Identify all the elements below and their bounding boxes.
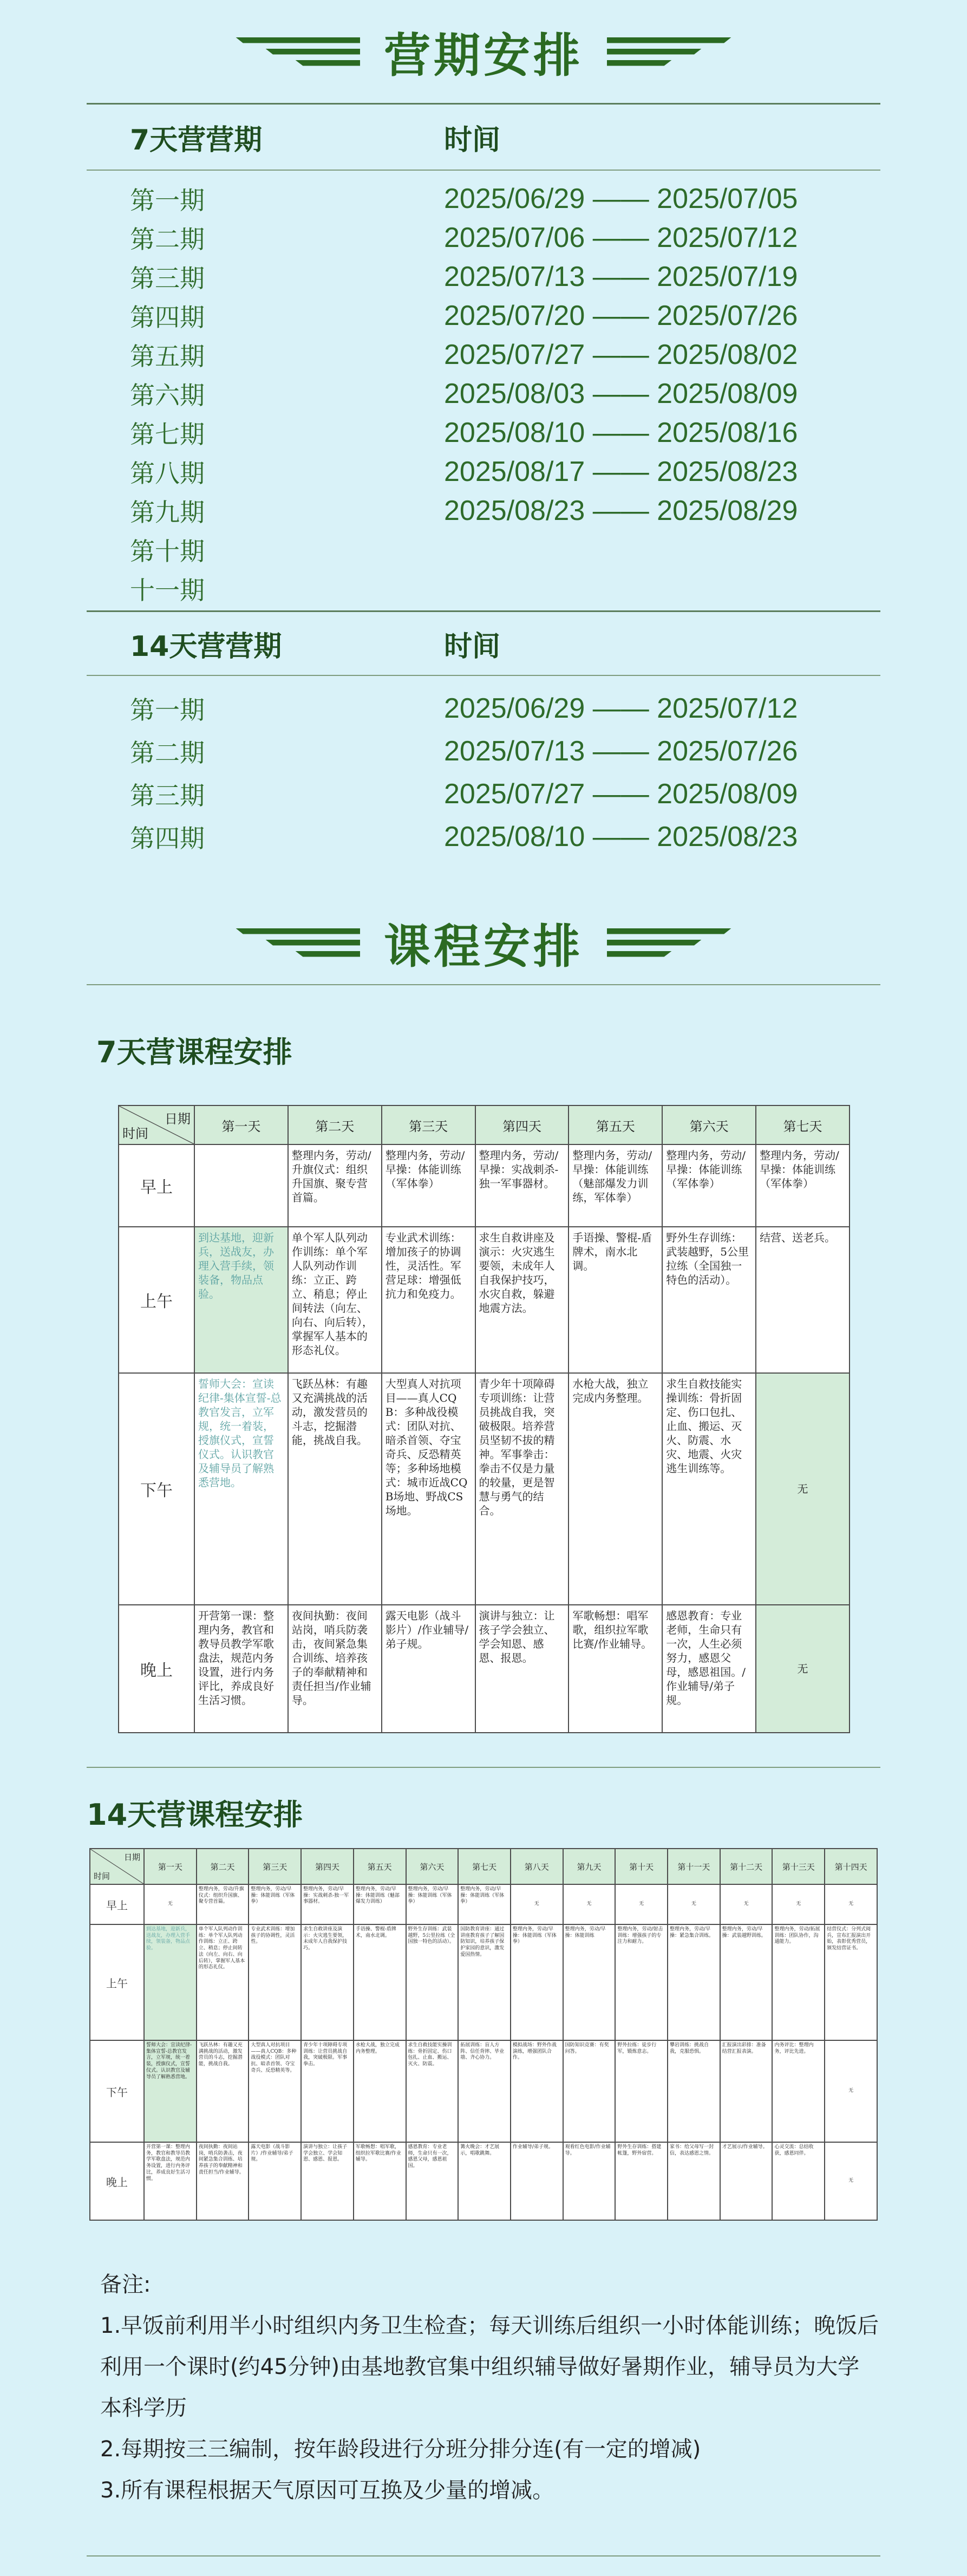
cell-text: 整理内务，劳动/早操：体能训练（魅部爆发力训练） xyxy=(355,1887,400,1905)
cell-text: 无 xyxy=(167,1901,173,1907)
cell-text: 整理内务，劳动/早操：体能训练（军体拳） xyxy=(385,1149,465,1190)
schedule-cell xyxy=(662,1373,756,1605)
course-section xyxy=(87,907,880,985)
schedule-cell xyxy=(354,2040,406,2142)
day-header: 第七天 xyxy=(756,1105,850,1144)
cell-text: 无 xyxy=(797,1662,808,1675)
cell-text: 飞跃丛林：有趣又充满挑战的活动，激发营员的斗志，挖掘潜能，挑战自我。 xyxy=(291,1377,368,1447)
cell-text: 到达基地，迎新兵，送战友，办理入营手续，领装备，物品点验。 xyxy=(146,1927,191,1951)
schedule-cell xyxy=(668,2040,720,2142)
day-header: 第二天 xyxy=(288,1105,382,1144)
period-name: 第七期 xyxy=(130,420,205,449)
schedule-row xyxy=(90,1924,877,2040)
schedule-cell xyxy=(825,1884,877,1924)
schedule-cell xyxy=(144,2142,197,2220)
cell-text: 无 xyxy=(848,1901,854,1907)
schedule-cell xyxy=(563,2142,616,2220)
schedule-cell xyxy=(662,1605,756,1733)
schedule-cell xyxy=(720,2142,773,2220)
schedule-cell xyxy=(144,1924,197,2040)
fourteen-day-schedule-table xyxy=(89,1848,878,2221)
divider xyxy=(87,2555,880,2557)
day-header: 第十一天 xyxy=(668,1849,720,1884)
period-label: 上午 xyxy=(119,1227,194,1373)
corner-cell xyxy=(90,1849,144,1884)
camp-section xyxy=(87,16,880,87)
cell-text: 求生自救技能实操训练：骨折固定、伤口包扎、止血、搬运、灭火、防震、水灾、地震、火灾逃生训练等。 xyxy=(666,1377,742,1475)
cell-text: 无 xyxy=(639,1901,644,1907)
period-name: 第五期 xyxy=(130,342,205,371)
period-rows xyxy=(87,171,880,608)
header-time: 时间 xyxy=(444,123,501,157)
period-name: 第八期 xyxy=(130,459,205,488)
schedule-row xyxy=(119,1605,850,1733)
schedule-cell xyxy=(511,1884,563,1924)
cell-text: 整理内务，劳动/拓展训练：团队协作，沟通能力。 xyxy=(774,1927,820,1945)
cell-text: 专业武术训练：增加孩子的协调性，灵活性。军营足球：增强低抗力和免疫力。 xyxy=(385,1231,461,1300)
cell-text: 整理内务，劳动/早操：体能训练（军体拳） xyxy=(666,1149,746,1190)
schedule-cell xyxy=(458,2142,511,2220)
schedule-row xyxy=(90,2040,877,2142)
schedule-cell xyxy=(194,1227,288,1373)
schedule-cell xyxy=(288,1227,382,1373)
schedule-row xyxy=(119,1144,850,1227)
schedule-cell xyxy=(197,1884,249,1924)
title-decoration-left xyxy=(236,928,360,957)
cell-text: 篝火晚会：才艺展示，唱歌跳舞。 xyxy=(460,2144,500,2156)
cell-text: 野外拉练：徒步行军，锻炼意志。 xyxy=(617,2042,657,2054)
cell-text: 求生自救讲座及演示：火灾逃生要领，未成年人自我保护技巧，水灾自救，躲避地震方法。 xyxy=(479,1231,555,1315)
cell-text: 演讲与独立：让孩子学会独立、学会知恩、感恩、报恩。 xyxy=(303,2144,348,2163)
camp-section-header xyxy=(87,16,880,87)
cell-text: 整理内务，劳动/早操：体能训练（军体拳） xyxy=(408,1887,452,1905)
schedule-cell xyxy=(475,1605,569,1733)
cell-text: 开营第一课：整理内务，教官和教导员教学军歌盘法，规范内务设置，进行内务评比，养成良好生活习惯。 xyxy=(146,2144,191,2182)
period-dates: 2025/07/20 —— 2025/07/26 xyxy=(444,300,798,331)
cell-text: 才艺展示/作业辅导。 xyxy=(722,2144,768,2150)
cell-text: 观看红色电影/作业辅导。 xyxy=(565,2144,611,2156)
schedule-cell xyxy=(475,1227,569,1373)
schedule-cell xyxy=(615,1924,668,2040)
period-name: 第六期 xyxy=(130,381,205,410)
cell-text: 野外生存训练：武装越野，5公里拉练（全国独一特色的活动）。 xyxy=(408,1927,455,1945)
cell-text: 模拟战场：野外作战演练，增强团队合作。 xyxy=(512,2042,557,2061)
schedule-cell xyxy=(301,2142,354,2220)
schedule-cell xyxy=(756,1144,850,1227)
cell-text: 感恩教育：专业老师，生命只有一次，人生必须努力，感恩父母，感恩祖国。/作业辅导/弟子规。 xyxy=(666,1609,746,1707)
schedule-cell xyxy=(825,2142,877,2220)
schedule-row xyxy=(90,1884,877,1924)
schedule-cell xyxy=(825,2040,877,2142)
schedule-cell xyxy=(288,1144,382,1227)
schedule-cell xyxy=(382,1373,475,1605)
cell-text: 夜间执勤：夜间站岗，哨兵防袭击，夜间紧急集合训练、培养孩子的奉献精神和责任担当/作业辅导。 xyxy=(291,1609,371,1707)
schedule-cell xyxy=(475,1373,569,1605)
day-header: 第一天 xyxy=(144,1849,197,1884)
cell-text: 整理内务，劳动/早操：体能训练（军体拳） xyxy=(512,1927,557,1945)
period-dates: 2025/07/27 —— 2025/08/02 xyxy=(444,339,798,370)
cell-text: 无 xyxy=(743,1901,749,1907)
cell-text: 野外生存训练：搭建帐篷，野外宿营。 xyxy=(617,2144,662,2156)
schedule-header-row xyxy=(119,1105,850,1144)
schedule-cell xyxy=(301,2040,354,2142)
note-item: 2.每期按三三编制，按年龄段进行分班分排分连(有一定的增减) xyxy=(100,2437,701,2462)
schedule-cell xyxy=(194,1373,288,1605)
day-header: 第三天 xyxy=(382,1105,475,1144)
schedule-cell xyxy=(662,1144,756,1227)
corner-date-label: 日期 xyxy=(123,1852,140,1862)
schedule-cell xyxy=(458,1924,511,2040)
cell-text: 军歌畅想：唱军歌，组织拉军歌比赛/作业辅导。 xyxy=(355,2144,401,2163)
day-header: 第十三天 xyxy=(772,1849,825,1884)
period-row xyxy=(87,772,880,815)
period-label: 上午 xyxy=(90,1924,144,2040)
cell-text: 单个军人队列动作训练：单个军人队列动作训练：立正、跨立、稍息；停止间转法（向左、向右、向后转），掌握军人基本的形态礼仪。 xyxy=(291,1231,373,1357)
day-header: 第六天 xyxy=(406,1849,459,1884)
schedule-cell xyxy=(615,2040,668,2142)
cell-text: 到达基地，迎新兵，送战友，办理入营手续，领装备，物品点验。 xyxy=(198,1231,274,1300)
period-name: 第十期 xyxy=(130,537,205,566)
cell-text: 专业武术训练：增加孩子的协调性，灵活性。 xyxy=(251,1927,295,1945)
header-period: 7天营营期 xyxy=(130,123,263,157)
period-dates: 2025/08/10 —— 2025/08/16 xyxy=(444,417,798,448)
cell-text: 露天电影（战斗影片）/作业辅导/弟子规。 xyxy=(251,2144,293,2163)
period-label: 下午 xyxy=(119,1373,194,1605)
cell-text: 无 xyxy=(691,1901,696,1907)
schedule-cell xyxy=(354,1884,406,1924)
period-name: 第九期 xyxy=(130,498,205,527)
schedule-cell xyxy=(511,2142,563,2220)
day-header: 第九天 xyxy=(563,1849,616,1884)
cell-text: 求生自救讲座及演示：火灾逃生要领，未成年人自我保护技巧。 xyxy=(303,1927,348,1951)
schedule-cell xyxy=(511,1924,563,2040)
schedule-cell xyxy=(249,1884,301,1924)
schedule-cell xyxy=(458,1884,511,1924)
period-row xyxy=(87,413,880,452)
notes xyxy=(100,2264,880,2511)
cell-text: 青少年十项障碍专项训练：让营员挑战自我，突破极限。军事拳击。 xyxy=(303,2042,348,2067)
cell-text: 野外生存训练：武装越野，5公里拉练（全国独一特色的活动）。 xyxy=(666,1231,749,1286)
schedule-cell xyxy=(569,1227,662,1373)
schedule-cell xyxy=(475,1144,569,1227)
schedule-row xyxy=(90,2142,877,2220)
cell-text: 手语操、警棍-盾牌术，南水北调。 xyxy=(572,1231,652,1272)
cell-text: 感恩教育：专业老师，生命只有一次，感恩父母，感恩祖国。 xyxy=(408,2144,452,2169)
schedule-cell xyxy=(197,2142,249,2220)
cell-text: 军歌畅想：唱军歌，组织拉军歌比赛/作业辅导。 xyxy=(572,1609,652,1650)
period-name: 第二期 xyxy=(130,225,205,254)
schedule-cell xyxy=(511,2040,563,2142)
period-row xyxy=(87,815,880,858)
schedule-cell xyxy=(382,1605,475,1733)
period-name: 第一期 xyxy=(130,695,205,725)
schedule-cell xyxy=(668,2142,720,2220)
cell-text: 大型真人对抗项目——真人CQB：多种战役模式：团队对抗、暗杀首领、夺宝奇兵、反恐精英等；多种场地模式：城市近战CQB场地、野战CS场地。 xyxy=(385,1377,468,1517)
period-row xyxy=(87,687,880,730)
cell-text: 作业辅导/弟子规。 xyxy=(512,2144,553,2150)
cell-text: 大型真人对抗项目——真人CQB：多种战役模式：团队对抗、暗杀首领、夺宝奇兵、反恐精英等。 xyxy=(251,2042,297,2073)
camp-section-title: 营期安排 xyxy=(384,29,583,83)
cell-text: 青少年十项障碍专项训练：让营员挑战自我，突破极限。培养营员坚韧不拔的精神。军事拳击：拳击不仅是力量的较量，更是智慧与勇气的结合。 xyxy=(479,1377,555,1517)
corner-date-label: 日期 xyxy=(165,1111,191,1127)
cell-text: 整理内务，劳动/早操：体能训练（军体拳） xyxy=(760,1149,839,1190)
period-name: 第三期 xyxy=(130,264,205,293)
title-decoration-right xyxy=(607,928,731,957)
schedule-header-row xyxy=(90,1849,877,1884)
cell-text: 求生自救技能实操训练：骨折固定、伤口包扎、止血、搬运、灭火、防震。 xyxy=(408,2042,452,2067)
period-row xyxy=(87,730,880,772)
schedule-cell xyxy=(772,1884,825,1924)
schedule-cell xyxy=(563,1884,616,1924)
schedule-cell xyxy=(720,2040,773,2142)
period-row xyxy=(87,374,880,413)
cell-text: 开营第一课：整理内务，教官和教导员教学军歌盘法，规范内务设置，进行内务评比，养成良好生活习惯。 xyxy=(198,1609,274,1707)
cell-text: 拓展训练：盲人方阵、信任背摔、毕业墙、齐心协力。 xyxy=(460,2042,505,2061)
subtitle: 14天营课程安排 xyxy=(87,1798,303,1832)
schedule-cell xyxy=(825,1924,877,2040)
schedule-cell xyxy=(382,1144,475,1227)
period-label: 下午 xyxy=(90,2040,144,2142)
day-header: 第一天 xyxy=(194,1105,288,1144)
table-header xyxy=(87,612,880,675)
schedule-cell xyxy=(406,1924,459,2040)
corner-time-label: 时间 xyxy=(94,1871,110,1881)
cell-text: 无 xyxy=(534,1901,539,1907)
note-item: 1.早饭前利用半小时组织内务卫生检查；每天训练后组织一小时体能训练；晚饭后利用一个课时(约45分钟)由基地教官集中组织辅导做好暑期作业，辅导员为大学本科学历 xyxy=(100,2313,879,2421)
day-header: 第二天 xyxy=(197,1849,249,1884)
schedule-cell xyxy=(615,2142,668,2220)
day-header: 第七天 xyxy=(458,1849,511,1884)
cell-text: 家书：给父母写一封信，表达感恩之情。 xyxy=(670,2144,714,2156)
schedule-cell xyxy=(249,2142,301,2220)
day-header: 第四天 xyxy=(301,1849,354,1884)
schedule-cell xyxy=(406,2040,459,2142)
day-header: 第六天 xyxy=(662,1105,756,1144)
cell-text: 整理内务，劳动/升旗仪式：组织升国旗、聚专营首篇。 xyxy=(291,1149,371,1204)
day-header: 第五天 xyxy=(354,1849,406,1884)
cell-text: 汇报演出彩排：准备结营汇报表演。 xyxy=(722,2042,766,2054)
schedule-cell xyxy=(772,2142,825,2220)
day-header: 第十四天 xyxy=(825,1849,877,1884)
cell-text: 整理内务，劳动/早操：紧急集合训练。 xyxy=(670,1927,714,1938)
cell-text: 无 xyxy=(586,1901,592,1907)
cell-text: 夜间执勤：夜间站岗，哨兵防袭击，夜间紧急集合训练、培养孩子的奉献精神和责任担当/作业辅导。 xyxy=(198,2144,244,2175)
schedule-cell xyxy=(569,1605,662,1733)
schedule-cell xyxy=(197,2040,249,2142)
title-decoration-right xyxy=(607,37,731,66)
schedule-cell xyxy=(249,2040,301,2142)
corner-cell xyxy=(119,1105,194,1144)
day-header: 第十二天 xyxy=(720,1849,773,1884)
cell-text: 无 xyxy=(797,1482,808,1495)
period-name: 第一期 xyxy=(130,186,205,215)
schedule-cell xyxy=(194,1144,288,1227)
note-item: 3.所有课程根据天气原因可互换及少量的增减。 xyxy=(100,2478,554,2503)
period-label: 晚上 xyxy=(119,1605,194,1733)
subtitle: 7天营课程安排 xyxy=(96,1035,292,1069)
divider-wrap xyxy=(87,1767,880,1768)
period-name: 第三期 xyxy=(130,780,205,810)
period-label: 早上 xyxy=(90,1884,144,1924)
period-dates: 2025/07/06 —— 2025/07/12 xyxy=(444,222,798,253)
period-dates: 2025/08/17 —— 2025/08/23 xyxy=(444,456,798,487)
period-name: 第四期 xyxy=(130,303,205,332)
schedule-cell xyxy=(406,1884,459,1924)
period-row xyxy=(87,296,880,335)
seven-day-period-table xyxy=(87,103,880,858)
divider-wrap xyxy=(87,2555,880,2557)
cell-text: 结营、送老兵。 xyxy=(760,1231,836,1244)
schedule-cell xyxy=(772,2040,825,2142)
cell-text: 心灵交流：总结收获，感恩同伴。 xyxy=(774,2144,814,2156)
period-row xyxy=(87,569,880,608)
period-row xyxy=(87,530,880,569)
corner-time-label: 时间 xyxy=(122,1126,148,1141)
schedule-cell xyxy=(382,1227,475,1373)
cell-text: 整理内务，劳动/升旗仪式：组织升国旗、聚专营首篇。 xyxy=(198,1887,244,1905)
cell-text: 誓师大会：宣读纪律-集体宣誓-总教官发言，立军规，统一着装，授旗仪式，宣誓仪式。认识教官及辅导员了解熟悉营地。 xyxy=(198,1377,282,1489)
day-header: 第五天 xyxy=(569,1105,662,1144)
schedule-cell xyxy=(406,2142,459,2220)
period-dates: 2025/08/23 —— 2025/08/29 xyxy=(444,495,798,526)
header-period: 14天营营期 xyxy=(130,630,282,663)
period-name: 十一期 xyxy=(130,576,205,605)
schedule-cell xyxy=(720,1884,773,1924)
period-row xyxy=(87,491,880,530)
cell-text: 演讲与独立：让孩子学会独立、学会知恩、感恩、报恩。 xyxy=(479,1609,555,1664)
cell-text: 结营仪式：分列式阅兵，宣布汇报演出开始，表彰优秀营员，颁发结营证书。 xyxy=(827,1927,871,1951)
cell-text: 手语操、警棍-盾牌术，南水北调。 xyxy=(355,1927,396,1938)
schedule-cell xyxy=(354,2142,406,2220)
cell-text: 整理内务，劳动/早操：实战刺杀-独一军事器材。 xyxy=(303,1887,349,1905)
day-header: 第三天 xyxy=(249,1849,301,1884)
cell-text: 誓师大会：宣读纪律-集体宣誓-总教官发言，立军规，统一着装，授旗仪式，宣誓仪式。认识教官及辅导员了解熟悉营地。 xyxy=(146,2042,192,2080)
header-time: 时间 xyxy=(444,630,501,663)
seven-day-schedule-table xyxy=(118,1105,850,1733)
period-dates: 2025/08/10 —— 2025/08/23 xyxy=(444,821,798,853)
period-row xyxy=(87,257,880,296)
cell-text: 整理内务，劳动/早操：实战刺杀-独一军事器材。 xyxy=(479,1149,559,1190)
period-dates: 2025/06/29 —— 2025/07/05 xyxy=(444,183,798,214)
schedule-cell xyxy=(756,1373,850,1605)
cell-text: 飞跃丛林：有趣又充满挑战的活动，激发营员的斗志，挖掘潜能，挑战自我。 xyxy=(198,2042,243,2067)
schedule-row xyxy=(119,1227,850,1373)
seven-day-course-subtitle xyxy=(96,1029,890,1071)
divider xyxy=(87,984,880,985)
period-dates: 2025/08/03 —— 2025/08/09 xyxy=(444,378,798,409)
cell-text: 整理内务，劳动/早操：体能训练（军体拳） xyxy=(460,1887,505,1905)
day-header: 第八天 xyxy=(511,1849,563,1884)
cell-text: 国防教育讲座：通过讲座教育孩子了解国防知识，培养孩子保护家园的意识，激发爱国热情。 xyxy=(460,1927,505,1957)
schedule-cell xyxy=(569,1373,662,1605)
schedule-cell xyxy=(662,1227,756,1373)
title-decoration-left xyxy=(236,37,360,66)
cell-text: 整理内务，劳动/早操：体能训练（魅部爆发力训练，军体拳） xyxy=(572,1149,652,1204)
period-rows xyxy=(87,676,880,858)
table-header xyxy=(87,105,880,170)
cell-text: 无 xyxy=(848,2088,854,2094)
schedule-cell xyxy=(144,2040,197,2142)
schedule-cell xyxy=(563,1924,616,2040)
cell-text: 整理内务，劳动/早操：体能训练（军体拳） xyxy=(251,1887,295,1905)
notes-title: 备注: xyxy=(100,2272,151,2297)
cell-text: 无 xyxy=(848,2178,854,2184)
cell-text: 单个军人队列动作训练：单个军人队列动作训练：立正、跨立、稍息；停止间转法（向左、向右、向后转），掌握军人基本的形态礼仪。 xyxy=(198,1927,245,1970)
day-header: 第十天 xyxy=(615,1849,668,1884)
schedule-cell xyxy=(288,1373,382,1605)
schedule-cell xyxy=(756,1227,850,1373)
schedule-cell xyxy=(563,2040,616,2142)
schedule-cell xyxy=(756,1605,850,1733)
divider xyxy=(87,1767,880,1768)
schedule-cell xyxy=(772,1924,825,2040)
course-section-header xyxy=(87,907,880,978)
schedule-cell xyxy=(301,1924,354,2040)
period-row xyxy=(87,335,880,374)
schedule-cell xyxy=(197,1924,249,2040)
cell-text: 国防知识竞赛：有奖问答。 xyxy=(565,2042,609,2054)
cell-text: 无 xyxy=(796,1901,801,1907)
schedule-cell xyxy=(615,1884,668,1924)
cell-text: 攀岩训练：挑战自我，克服恐惧。 xyxy=(670,2042,709,2054)
period-row xyxy=(87,218,880,257)
cell-text: 水枪大战，独立完成内务整理。 xyxy=(355,2042,400,2054)
course-section-title: 课程安排 xyxy=(384,920,583,974)
period-name: 第四期 xyxy=(130,823,205,853)
day-header: 第四天 xyxy=(475,1105,569,1144)
period-label: 早上 xyxy=(119,1144,194,1227)
schedule-cell xyxy=(354,1924,406,2040)
period-row xyxy=(87,452,880,491)
period-name: 第二期 xyxy=(130,738,205,767)
schedule-cell xyxy=(194,1605,288,1733)
schedule-cell xyxy=(720,1924,773,2040)
period-dates: 2025/07/27 —— 2025/08/09 xyxy=(444,778,798,810)
schedule-row xyxy=(119,1373,850,1605)
cell-text: 整理内务，劳动/射击训练：增强孩子的专注力和耐力。 xyxy=(617,1927,663,1945)
period-row xyxy=(87,179,880,218)
schedule-cell xyxy=(569,1144,662,1227)
schedule-cell xyxy=(144,1884,197,1924)
period-label: 晚上 xyxy=(90,2142,144,2220)
cell-text: 水枪大战，独立完成内务整理。 xyxy=(572,1377,649,1404)
schedule-cell xyxy=(301,1884,354,1924)
cell-text: 整理内务，劳动/早操：体能训练 xyxy=(565,1927,606,1938)
schedule-cell xyxy=(249,1924,301,2040)
cell-text: 露天电影（战斗影片）/作业辅导/弟子规。 xyxy=(385,1609,469,1650)
fourteen-day-course-subtitle xyxy=(87,1792,880,1833)
schedule-cell xyxy=(668,1884,720,1924)
schedule-cell xyxy=(288,1605,382,1733)
period-dates: 2025/07/13 —— 2025/07/19 xyxy=(444,261,798,292)
schedule-cell xyxy=(458,2040,511,2142)
schedule-cell xyxy=(668,1924,720,2040)
cell-text: 内务评比：整理内务，评比先进。 xyxy=(774,2042,814,2054)
cell-text: 整理内务，劳动/早操：武装越野训练。 xyxy=(722,1927,766,1938)
period-dates: 2025/06/29 —— 2025/07/12 xyxy=(444,692,798,724)
period-dates: 2025/07/13 —— 2025/07/26 xyxy=(444,735,798,767)
